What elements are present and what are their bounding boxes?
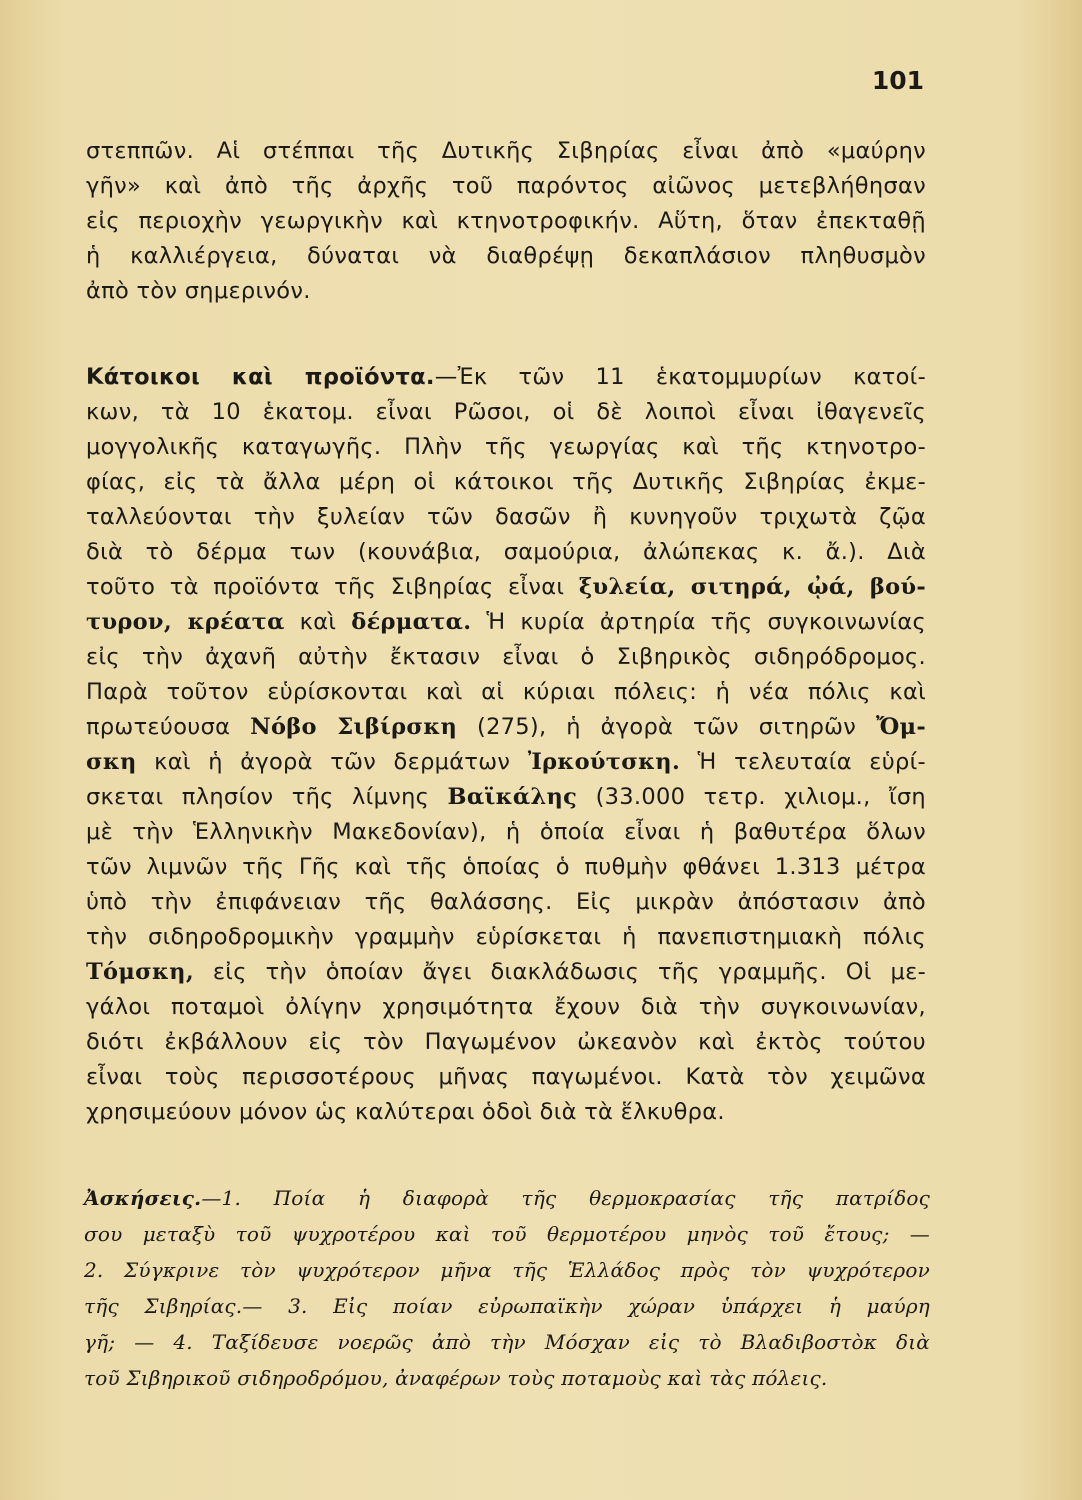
text-line: ἀπὸ τὸν σημερινόν.	[86, 278, 311, 304]
text-line: γῆ; — 4. Ταξίδευσε νοερῶς ἀπὸ τὴν Μόσχαν εἰς τὸ Βλαδιβοστὸκ διὰ	[84, 1330, 930, 1354]
bold-term: δέρματα.	[351, 609, 472, 635]
bold-term: Νόβο Σιβίρσκη	[250, 714, 458, 740]
text-line: κων, τὰ 10 ἑκατομ. εἶναι Ρῶσοι, οἱ δὲ λοιποὶ εἶναι ἰθαγενεῖς	[86, 399, 926, 425]
text-line: τὴν σιδηροδρομικὴν γραμμὴν εὑρίσκεται ἡ πανεπιστημιακὴ πόλις	[86, 924, 926, 950]
text-line: τυρον, κρέατα καὶ δέρματα. Ἡ κυρία ἀρτηρία τῆς συγκοινωνίας	[86, 609, 926, 635]
text-line: Τόμσκη, εἰς τὴν ὁποίαν ἄγει διακλάδωσις τῆς γραμμῆς. Οἱ με-	[86, 959, 926, 985]
text-line: εἶναι τοὺς περισσοτέρους μῆνας παγωμένοι. Κατὰ τὸν χειμῶνα	[86, 1064, 926, 1090]
text-line: γάλοι ποταμοὶ ὀλίγην χρησιμότητα ἔχουν διὰ τὴν συγκοινωνίαν,	[86, 994, 926, 1020]
text-line: γῆν» καὶ ἀπὸ τῆς ἀρχῆς τοῦ παρόντος αἰῶνος μετεβλήθησαν	[86, 173, 926, 199]
text-line: ταλλεύονται τὴν ξυλείαν τῶν δασῶν ἢ κυνηγοῦν τριχωτὰ ζῷα	[86, 504, 926, 530]
text-line: ὑπὸ τὴν ἐπιφάνειαν τῆς θαλάσσης. Εἰς μικρὰν ἀπόστασιν ἀπὸ	[86, 889, 926, 915]
text-line: διὰ τὸ δέρμα των (κουνάβια, σαμούρια, ἀλώπεκας κ. ἄ.). Διὰ	[86, 539, 926, 565]
text-line: τῆς Σιβηρίας.— 3. Εἰς ποίαν εὐρωπαϊκὴν χώραν ὑπάρχει ἡ μαύρη	[84, 1294, 930, 1318]
text-line: 2. Σύγκρινε τὸν ψυχρότερον μῆνα τῆς Ἑλλάδος πρὸς τὸν ψυχρότερον	[84, 1258, 930, 1282]
text-line: τοῦ Σιβηρικοῦ σιδηροδρόμου, ἀναφέρων τοὺς ποταμοὺς καὶ τὰς πόλεις.	[84, 1366, 828, 1390]
text-line: διότι ἐκβάλλουν εἰς τὸν Παγωμένον ὠκεανὸν καὶ ἐκτὸς τούτου	[86, 1029, 926, 1055]
text-line: φίας, εἰς τὰ ἄλλα μέρη οἱ κάτοικοι τῆς Δυτικῆς Σιβηρίας ἐκμε-	[86, 469, 926, 495]
bold-term: τυρον, κρέατα	[86, 609, 285, 635]
page-number: 101	[871, 66, 924, 95]
text-line: στεππῶν. Αἱ στέππαι τῆς Δυτικῆς Σιβηρίας εἶναι ἀπὸ «μαύρην	[86, 138, 926, 164]
text-line: εἰς τὴν ἀχανῆ αὐτὴν ἔκτασιν εἶναι ὁ Σιβηρικὸς σιδηρόδρομος.	[86, 644, 926, 670]
text-line: μὲ τὴν Ἑλληνικὴν Μακεδονίαν), ἡ ὁποία εἶναι ἡ βαθυτέρα ὅλων	[86, 819, 926, 845]
paragraph-steppes	[86, 134, 926, 309]
text-line: Ἀσκήσεις.—1. Ποία ἡ διαφορὰ τῆς θερμοκρασίας τῆς πατρίδος	[84, 1186, 930, 1210]
text-line: τοῦτο τὰ προϊόντα τῆς Σιβηρίας εἶναι ξυλεία, σιτηρά, ᾠά, βού-	[86, 574, 926, 600]
bold-term: Ἰρκούτσκη.	[527, 749, 681, 775]
bold-term: Ὄμ-	[876, 714, 926, 740]
bold-term: σκη	[86, 749, 137, 775]
text-line: τῶν λιμνῶν τῆς Γῆς καὶ τῆς ὁποίας ὁ πυθμὴν φθάνει 1.313 μέτρα	[86, 854, 926, 880]
exercises-heading: Ἀσκήσεις.	[84, 1186, 202, 1210]
text-line: πρωτεύουσα Νόβο Σιβίρσκη (275), ἡ ἀγορὰ τῶν σιτηρῶν Ὄμ-	[86, 714, 926, 740]
bold-term: Βαϊκάλης	[447, 784, 578, 810]
text-line: εἰς περιοχὴν γεωργικὴν καὶ κτηνοτροφικήν. Αὕτη, ὅταν ἐπεκταθῇ	[86, 208, 926, 234]
text-line: σου μεταξὺ τοῦ ψυχροτέρου καὶ τοῦ θερμοτέρου μηνὸς τοῦ ἔτους; —	[84, 1222, 930, 1246]
section-heading: Κάτοικοι καὶ προϊόντα.	[86, 364, 435, 390]
text-line: χρησιμεύουν μόνον ὡς καλύτεραι ὁδοὶ διὰ τὰ ἕλκυθρα.	[86, 1099, 725, 1125]
bold-term: ξυλεία, σιτηρά, ᾠά, βού-	[578, 574, 926, 600]
text-line: Κάτοικοι καὶ προϊόντα.—Ἐκ τῶν 11 ἑκατομμυρίων κατοί-	[86, 364, 926, 390]
text-line: σκεται πλησίον τῆς λίμνης Βαϊκάλης (33.000 τετρ. χιλιομ., ἴση	[86, 784, 926, 810]
paragraph-inhabitants	[86, 360, 926, 1130]
exercises-block	[84, 1180, 930, 1396]
bold-term: Τόμσκη,	[86, 959, 194, 985]
text-line: ἡ καλλιέργεια, δύναται νὰ διαθρέψῃ δεκαπλάσιον πληθυσμὸν	[86, 243, 926, 269]
text-line: μογγολικῆς καταγωγῆς. Πλὴν τῆς γεωργίας καὶ τῆς κτηνοτρο-	[86, 434, 926, 460]
text-line: σκη καὶ ἡ ἀγορὰ τῶν δερμάτων Ἰρκούτσκη. Ἡ τελευταία εὑρί-	[86, 749, 926, 775]
text-line: Παρὰ τοῦτον εὑρίσκονται καὶ αἱ κύριαι πόλεις: ἡ νέα πόλις καὶ	[86, 679, 926, 705]
